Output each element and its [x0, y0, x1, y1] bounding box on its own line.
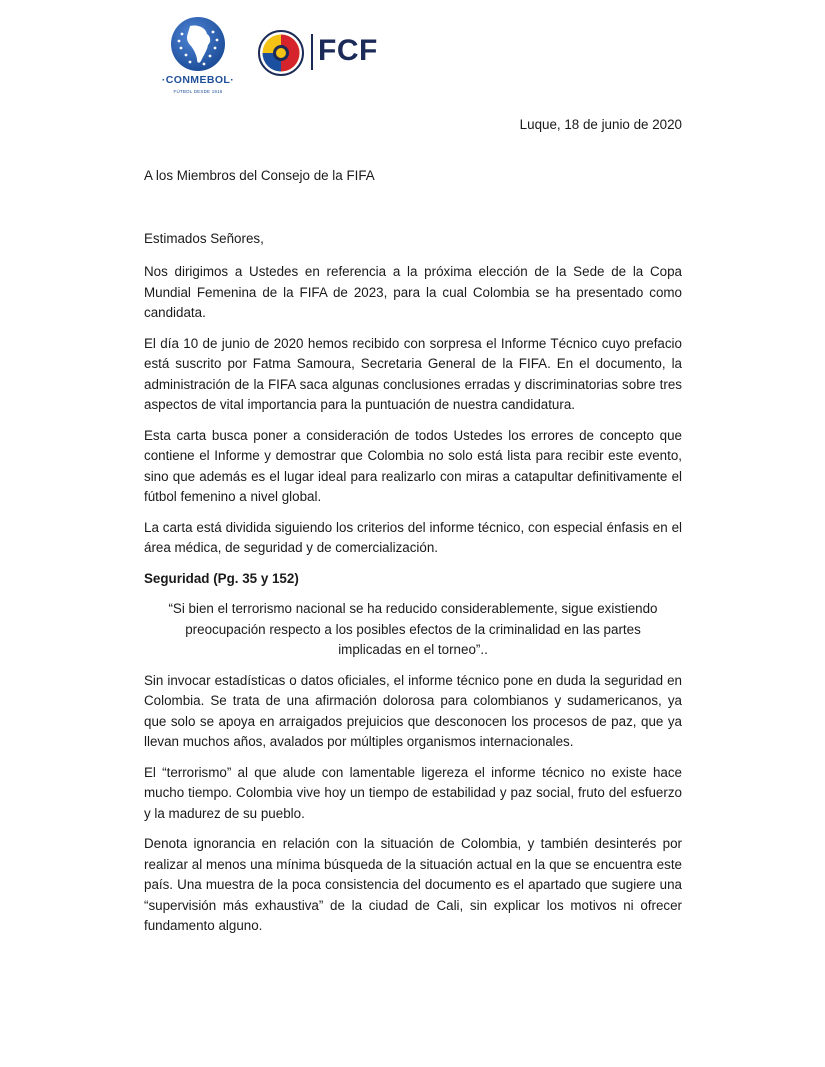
letter-salutation: Estimados Señores,: [144, 231, 264, 246]
letter-date: Luque, 18 de junio de 2020: [519, 117, 682, 132]
conmebol-tagline: FÚTBOL DESDE 1916: [173, 89, 223, 94]
section-heading-seguridad: Seguridad (Pg. 35 y 152): [144, 570, 299, 586]
letter-recipient: A los Miembros del Consejo de la FIFA: [144, 168, 375, 183]
conmebol-wordmark: ·CONMEBOL·: [161, 74, 235, 86]
fcf-divider: [311, 34, 313, 70]
paragraph-intro-4: La carta está dividida siguiendo los criterios del informe técnico, con especial énfasis en el área médica, de seguridad y de comercialización.: [144, 519, 682, 555]
paragraph-security-3: Denota ignorancia en relación con la situación de Colombia, y también desinterés por realizar al menos una mínima búsqueda de la situación actual en la que se encuentra este país. Una muestra de la poca consistencia del documento es el apartado que sugiere una “supervisión más exhaustiva” de la ciudad de Cali, sin explicar los motivos ni ofrecer fundamento alguno.: [144, 836, 682, 933]
report-quote: “Si bien el terrorismo nacional se ha reducido considerablemente, sigue existiendo preocupación respecto a los posibles efectos de la criminalidad en las partes implicadas en el torneo”..: [168, 601, 658, 657]
conmebol-logo: [160, 14, 236, 104]
conmebol-globe-icon: [160, 14, 236, 74]
paragraph-intro-1: Nos dirigimos a Ustedes en referencia a la próxima elección de la Sede de la Copa Mundial Femenina de la FIFA de 2023, para la cual Colombia se ha presentado como candidata.: [144, 264, 682, 320]
paragraph-intro-2: El día 10 de junio de 2020 hemos recibido con sorpresa el Informe Técnico cuyo prefacio está suscrito por Fatma Samoura, Secretaria General de la FIFA. En el documento, la administración de la FIFA saca algunas conclusiones erradas y discriminatorias sobre tres aspectos de vital importancia para la puntuación de nuestra candidatura.: [144, 335, 682, 412]
paragraph-security-2: El “terrorismo” al que alude con lamentable ligereza el informe técnico no existe hace mucho tiempo. Colombia vive hoy un tiempo de estabilidad y paz social, fruto del esfuerzo y la madurez de su pueblo.: [144, 764, 682, 821]
paragraph-security-1: Sin invocar estadísticas o datos oficiales, el informe técnico pone en duda la seguridad en Colombia. Se trata de una afirmación dolorosa para colombianos y sudamericanos, ya que solo se apoya en arraigados prejuicios que desconocen los procesos de paz, que ya llevan muchos años, avalados por múltiples organismos internacionales.: [144, 672, 682, 749]
paragraph-intro-3: Esta carta busca poner a consideración de todos Ustedes los errores de concepto que contiene el Informe y demostrar que Colombia no solo está lista para recibir este evento, sino que además es el lugar ideal para realizarlo con miras a catapultar definitivamente el fútbol femenino a nivel global.: [144, 427, 682, 504]
letter-body: [144, 262, 682, 947]
fcf-badge-icon: [258, 30, 304, 76]
fcf-wordmark: FCF: [318, 34, 378, 67]
fcf-logo: [258, 30, 388, 74]
